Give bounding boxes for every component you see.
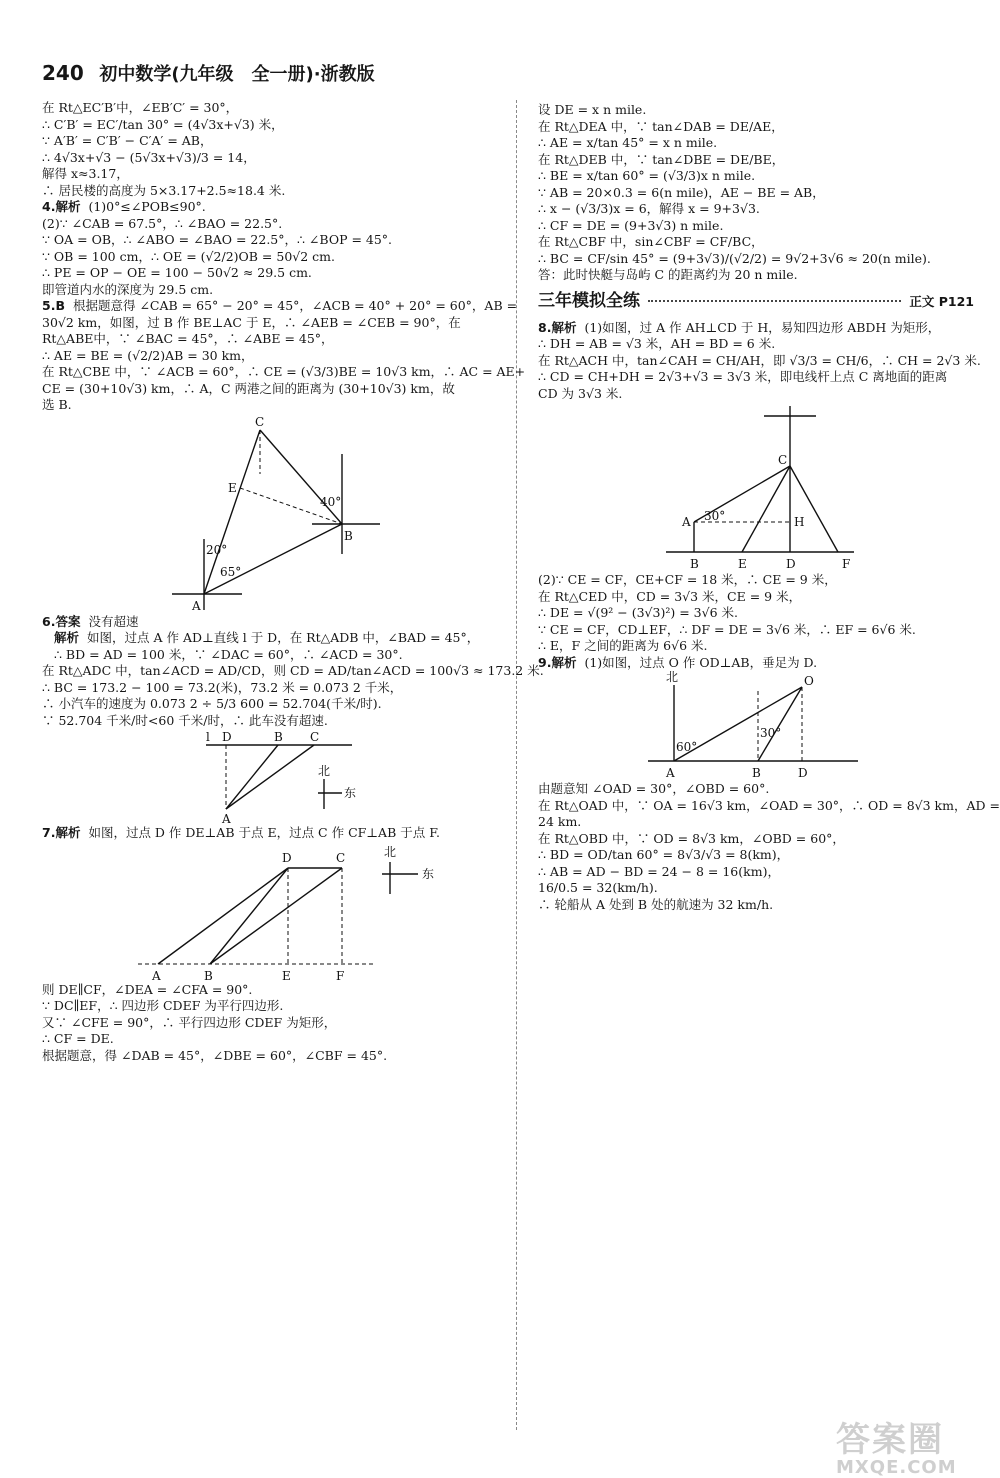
- text-line: ∵ CE = CF，CD⊥EF，∴ DF = DE = 3√6 米，∴ EF = 6√6 米.: [538, 621, 916, 637]
- text-line: ∴ BC = 173.2 − 100 = 73.2(米)，73.2 米 = 0.073 2 千米，: [42, 679, 403, 695]
- text-line: 解得 x≈3.17，: [42, 166, 129, 181]
- text-line: 在 Rt△EC′B′中，∠EB′C′ = 30°，: [42, 100, 239, 115]
- label-A: A: [192, 598, 201, 613]
- page-header: [42, 60, 375, 86]
- text-line: ∴ x − (√3/3)x = 6，解得 x = 9+3√3.: [538, 201, 760, 216]
- answer-text: 没有超速: [88, 613, 139, 629]
- label-E: E: [282, 968, 291, 982]
- text-line: ∴ E，F 之间的距离为 6√6 米.: [538, 638, 708, 654]
- text-line: 根据题意得 ∠CAB = 65° − 20° = 45°，∠ACB = 40° + 20° = 60°，AB =: [72, 298, 518, 313]
- label-C: C: [310, 730, 320, 744]
- label-l: l: [206, 730, 210, 744]
- text-line: ∵ OB = 100 cm，∴ OE = (√2/2)OB = 50√2 cm.: [42, 248, 335, 264]
- text-line: (2)∵ ∠CAB = 67.5°，∴ ∠BAO = 22.5°.: [42, 215, 283, 231]
- label-A: A: [222, 812, 231, 825]
- label-C: C: [336, 850, 346, 865]
- page-reference: 正文 P121: [909, 293, 974, 309]
- question-label: 7.解析: [42, 825, 81, 840]
- compass-north: 北: [666, 671, 679, 685]
- text-line: 24 km.: [538, 814, 582, 830]
- angle-40: 40°: [320, 494, 342, 509]
- label-F: F: [336, 968, 345, 982]
- text-line: ∵ A′B′ = C′B′ − C′A′ = AB，: [42, 133, 213, 148]
- angle-30: 30°: [760, 726, 782, 741]
- text-line: ∴ 小汽车的速度为 0.073 2 ÷ 5/3 600 = 52.704(千米/时).: [42, 696, 382, 711]
- text-line: 在 Rt△CED 中，CD = 3√3 米，CE = 9 米，: [538, 588, 802, 604]
- label-E: E: [228, 480, 237, 495]
- label-A: A: [682, 515, 691, 530]
- label-B: B: [344, 528, 353, 543]
- question-label: 6.答案: [42, 613, 81, 629]
- question-9: [538, 655, 974, 672]
- angle-65: 65°: [220, 564, 242, 579]
- page-title: 初中数学(九年级 全一册)·浙教版: [99, 64, 375, 85]
- text-line: ∴ BD = OD/tan 60° = 8√3/√3 = 8(km)，: [538, 847, 790, 863]
- text-line: (1)0°≤∠POB≤90°.: [88, 199, 206, 214]
- text-line: 在 Rt△ACH 中，tan∠CAH = CH/AH，即 √3/3 = CH/6，∴ CH = 2√3 米.: [538, 352, 981, 368]
- text-line: (2)∵ CE = CF，CE+CF = 18 米，∴ CE = 9 米，: [538, 572, 837, 588]
- text-line: Rt△ABE中，∵ ∠BAC = 45°，∴ ∠ABE = 45°，: [42, 331, 334, 346]
- label-C: C: [255, 414, 265, 429]
- text-line: ∵ DC∥EF，∴ 四边形 CDEF 为平行四边形.: [42, 998, 284, 1013]
- angle-30: 30°: [704, 509, 726, 524]
- page-number: 240: [42, 61, 84, 85]
- text-line: ∴ CF = DE.: [42, 1031, 114, 1046]
- compass-north: 北: [318, 764, 331, 778]
- label-O: O: [804, 674, 814, 689]
- angle-60: 60°: [676, 740, 698, 755]
- label-B: B: [690, 557, 699, 572]
- right-column: [538, 102, 1000, 913]
- question-label: 8.解析: [538, 319, 577, 335]
- figure-q9: [538, 671, 974, 781]
- figure-q6: [42, 729, 500, 825]
- text-line: 选 B.: [42, 397, 72, 412]
- text-line: ∴ AE = BE = (√2/2)AB = 30 km，: [42, 347, 254, 363]
- label-C: C: [778, 453, 788, 468]
- text-line: CE = (30+10√3) km，∴ A，C 两港之间的距离为 (30+10√3) km，故: [42, 380, 455, 396]
- text-line: ∴ 居民楼的高度为 5×3.17+2.5≈18.4 米.: [42, 182, 286, 198]
- text-line: ∵ 52.704 千米/时<60 千米/时，∴ 此车没有超速.: [42, 712, 328, 728]
- question-label: 9.解析: [538, 654, 577, 670]
- text-line: 在 Rt△ADC 中，tan∠ACD = AD/CD，则 CD = AD/tan∠ACD = 100√3 ≈ 173.2 米.: [42, 663, 544, 678]
- text-line: ∴ BE = x/tan 60° = (√3/3)x n mile.: [538, 168, 756, 183]
- text-line: 答：此时快艇与岛屿 C 的距离约为 20 n mile.: [538, 267, 798, 282]
- compass-north: 北: [384, 844, 397, 859]
- text-line: 由题意知 ∠OAD = 30°，∠OBD = 60°.: [538, 781, 770, 797]
- watermark: [836, 1412, 957, 1478]
- watermark-en: MXQE.COM: [836, 1457, 957, 1478]
- text-line: 即管道内水的深度为 29.5 cm.: [42, 281, 214, 297]
- figure-q8: [538, 402, 974, 572]
- dotted-leader: [648, 300, 901, 302]
- text-line: ∴ BD = AD = 100 米，∵ ∠DAC = 60°，∴ ∠ACD = 30°.: [54, 646, 403, 662]
- text-line: ∴ PE = OP − OE = 100 − 50√2 ≈ 29.5 cm.: [42, 265, 312, 280]
- left-column: [42, 100, 544, 1064]
- label-H: H: [794, 515, 805, 530]
- label-B: B: [274, 730, 283, 744]
- text-line: 在 Rt△CBF 中，sin∠CBF = CF/BC，: [538, 234, 764, 249]
- question-4: [42, 199, 500, 298]
- text-line: ∴ 4√3x+√3 − (5√3x+√3)/3 = 14，: [42, 149, 256, 165]
- text-line: ∴ BC = CF/sin 45° = (9+3√3)/(√2/2) = 9√2+3√6 ≈ 20(n mile).: [538, 250, 931, 266]
- text-line: ∴ AB = AD − BD = 24 − 8 = 16(km)，: [538, 863, 780, 879]
- text-line: 又∵ ∠CFE = 90°，∴ 平行四边形 CDEF 为矩形，: [42, 1014, 337, 1030]
- text-line: 设 DE = x n mile.: [538, 102, 647, 117]
- text-line: (1)如图，过 A 作 AH⊥CD 于 H，易知四边形 ABDH 为矩形，: [584, 319, 941, 335]
- section-title: 三年模拟全练: [538, 290, 640, 311]
- text-line: 在 Rt△OBD 中，∵ OD = 8√3 km，∠OBD = 60°，: [538, 830, 845, 846]
- text-line: 如图，过点 A 作 AD⊥直线 l 于 D，在 Rt△ADB 中，∠BAD = 45°，: [87, 630, 480, 645]
- label-D: D: [798, 766, 808, 781]
- question-9-continued: [538, 781, 1000, 913]
- label-A: A: [152, 968, 161, 982]
- text-line: ∴ CF = DE = (9+3√3) n mile.: [538, 217, 724, 233]
- question-7: [42, 825, 500, 842]
- continued-solution: [42, 100, 500, 199]
- text-line: 16/0.5 = 32(km/h).: [538, 880, 658, 896]
- text-line: 在 Rt△DEA 中，∵ tan∠DAB = DE/AE，: [538, 118, 784, 134]
- compass-east: 东: [422, 866, 435, 881]
- text-line: ∴ DE = √(9² − (3√3)²) = 3√6 米.: [538, 605, 738, 621]
- text-line: ∴ C′B′ = EC′/tan 30° = (4√3x+√3) 米，: [42, 116, 284, 132]
- figure-q5: [42, 414, 500, 614]
- label-F: F: [842, 557, 851, 572]
- text-line: 在 Rt△OAD 中，∵ OA = 16√3 km，∠OAD = 30°，∴ OD = 8√3 km，AD =: [538, 797, 1000, 813]
- section-heading: [538, 290, 974, 312]
- question-8-part2: [538, 572, 974, 655]
- label-D: D: [786, 557, 796, 572]
- label-B: B: [204, 968, 213, 982]
- text-line: 如图，过点 D 作 DE⊥AB 于点 E，过点 C 作 CF⊥AB 于点 F.: [88, 825, 440, 840]
- text-line: (1)如图，过点 O 作 OD⊥AB，垂足为 D.: [584, 654, 818, 670]
- question-7-solution: [538, 102, 974, 284]
- label-D: D: [222, 730, 232, 744]
- question-5: [42, 298, 526, 414]
- analysis-label: 解析: [54, 630, 80, 645]
- question-7-continued: [42, 982, 500, 1065]
- text-line: ∴ CD = CH+DH = 2√3+√3 = 3√3 米，即电线杆上点 C 离地面的距离: [538, 369, 948, 385]
- figure-q7: [42, 842, 500, 982]
- text-line: 在 Rt△CBE 中，∵ ∠ACB = 60°，∴ CE = (√3/3)BE = 10√3 km，∴ AC = AE+: [42, 364, 526, 379]
- label-B: B: [752, 766, 761, 781]
- text-line: ∴ 轮船从 A 处到 B 处的航速为 32 km/h.: [538, 896, 774, 912]
- angle-20: 20°: [206, 542, 228, 557]
- text-line: 根据题意，得 ∠DAB = 45°，∠DBE = 60°，∠CBF = 45°.: [42, 1047, 388, 1063]
- text-line: 在 Rt△DEB 中，∵ tan∠DBE = DE/BE，: [538, 151, 785, 167]
- watermark-cn: 答案圈: [836, 1420, 944, 1460]
- question-label: 4.解析: [42, 199, 81, 214]
- text-line: 30√2 km，如图，过 B 作 BE⊥AC 于 E，∴ ∠AEB = ∠CEB = 90°，在: [42, 314, 461, 330]
- question-8: [538, 319, 981, 403]
- text-line: ∵ AB = 20×0.3 = 6(n mile)，AE − BE = AB，: [538, 184, 825, 200]
- question-label: 5.B: [42, 298, 65, 313]
- label-A: A: [666, 766, 675, 781]
- label-D: D: [282, 850, 292, 865]
- text-line: ∴ AE = x/tan 45° = x n mile.: [538, 135, 718, 150]
- text-line: CD 为 3√3 米.: [538, 385, 623, 401]
- text-line: 则 DE∥CF，∠DEA = ∠CFA = 90°.: [42, 981, 253, 997]
- question-6: [42, 613, 544, 730]
- text-line: ∵ OA = OB，∴ ∠ABO = ∠BAO = 22.5°，∴ ∠BOP = 45°.: [42, 232, 393, 247]
- text-line: ∴ DH = AB = √3 米，AH = BD = 6 米.: [538, 336, 776, 352]
- compass-east: 东: [344, 786, 357, 800]
- label-E: E: [738, 557, 747, 572]
